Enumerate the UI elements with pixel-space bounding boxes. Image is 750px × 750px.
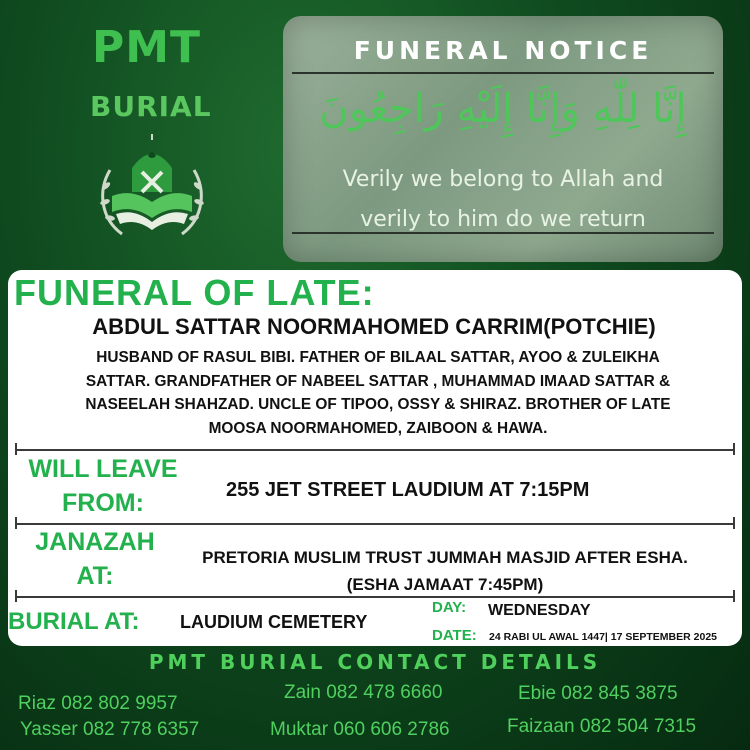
label-line: AT:: [76, 562, 114, 590]
burial-location: LAUDIUM CEMETERY: [180, 612, 368, 632]
label-line: JANAZAH: [35, 528, 155, 556]
value-line: (ESHA JAMAAT 7:45PM): [346, 575, 544, 594]
divider-tick: [15, 443, 17, 455]
translation-line: Verily we belong to Allah and: [342, 167, 664, 192]
verse-translation: [300, 160, 706, 240]
quran-mosque-logo-icon: [92, 130, 212, 250]
contact-riaz: Riaz 082 802 9957: [18, 693, 178, 714]
contact-faizaan: Faizaan 082 504 7315: [507, 716, 697, 737]
family-line: HUSBAND OF RASUL BIBI. FATHER OF BILAAL SATTAR, AYOO & ZULEIKHA: [96, 349, 660, 366]
value-line: PRETORIA MUSLIM TRUST JUMMAH MASJID AFTER ESHA.: [202, 548, 688, 567]
notice-title: FUNERAL NOTICE: [353, 36, 653, 65]
family-details: [28, 346, 728, 440]
date-value: 24 RABI UL AWAL 1447| 17 SEPTEMBER 2025: [489, 631, 718, 643]
contact-title: PMT BURIAL CONTACT DETAILS: [148, 650, 602, 674]
contact-ebie: Ebie 082 845 3875: [518, 683, 678, 704]
will-leave-label: [18, 452, 188, 520]
deceased-name: ABDUL SATTAR NOORMAHOMED CARRIM(POTCHIE): [92, 314, 656, 339]
contact-yasser: Yasser 082 778 6357: [20, 719, 200, 740]
janazah-location: [158, 544, 732, 598]
divider-tick: [733, 517, 735, 529]
brand-subtitle: BURIAL: [90, 90, 212, 123]
family-line: MOOSA NOORMAHOMED, ZAIBOON & HAWA.: [208, 419, 548, 437]
divider-tick: [733, 590, 735, 602]
contact-zain: Zain 082 478 6660: [284, 682, 443, 703]
arabic-verse: إِنَّا لِلّٰهِ وَإِنَّا إِلَيْهِ رَاجِعُونَ: [319, 86, 687, 132]
divider-tick: [15, 590, 17, 602]
janazah-label: [20, 525, 170, 593]
contact-muktar: Muktar 060 606 2786: [270, 719, 450, 740]
divider: [16, 449, 734, 451]
date-label: DATE:: [432, 627, 477, 644]
brand-name: PMT: [92, 22, 202, 73]
departure-address: 255 JET STREET LAUDIUM AT 7:15PM: [226, 479, 590, 501]
translation-line: verily to him do we return: [360, 207, 646, 232]
family-line: SATTAR. GRANDFATHER OF NABEEL SATTAR , MUHAMMAD IMAAD SATTAR &: [85, 372, 671, 390]
label-line: FROM:: [62, 489, 144, 517]
divider: [16, 596, 734, 598]
family-line: NASEELAH SHAHZAD. UNCLE OF TIPOO, OSSY & SHIRAZ. BROTHER OF LATE: [85, 396, 671, 413]
divider: [292, 72, 714, 74]
label-line: WILL LEAVE: [28, 455, 178, 483]
burial-label: BURIAL AT:: [8, 608, 140, 635]
divider: [292, 232, 714, 234]
divider-tick: [15, 517, 17, 529]
funeral-heading: FUNERAL OF LATE:: [14, 272, 375, 313]
day-value: WEDNESDAY: [488, 602, 591, 619]
day-label: DAY:: [432, 599, 467, 616]
divider-tick: [733, 443, 735, 455]
